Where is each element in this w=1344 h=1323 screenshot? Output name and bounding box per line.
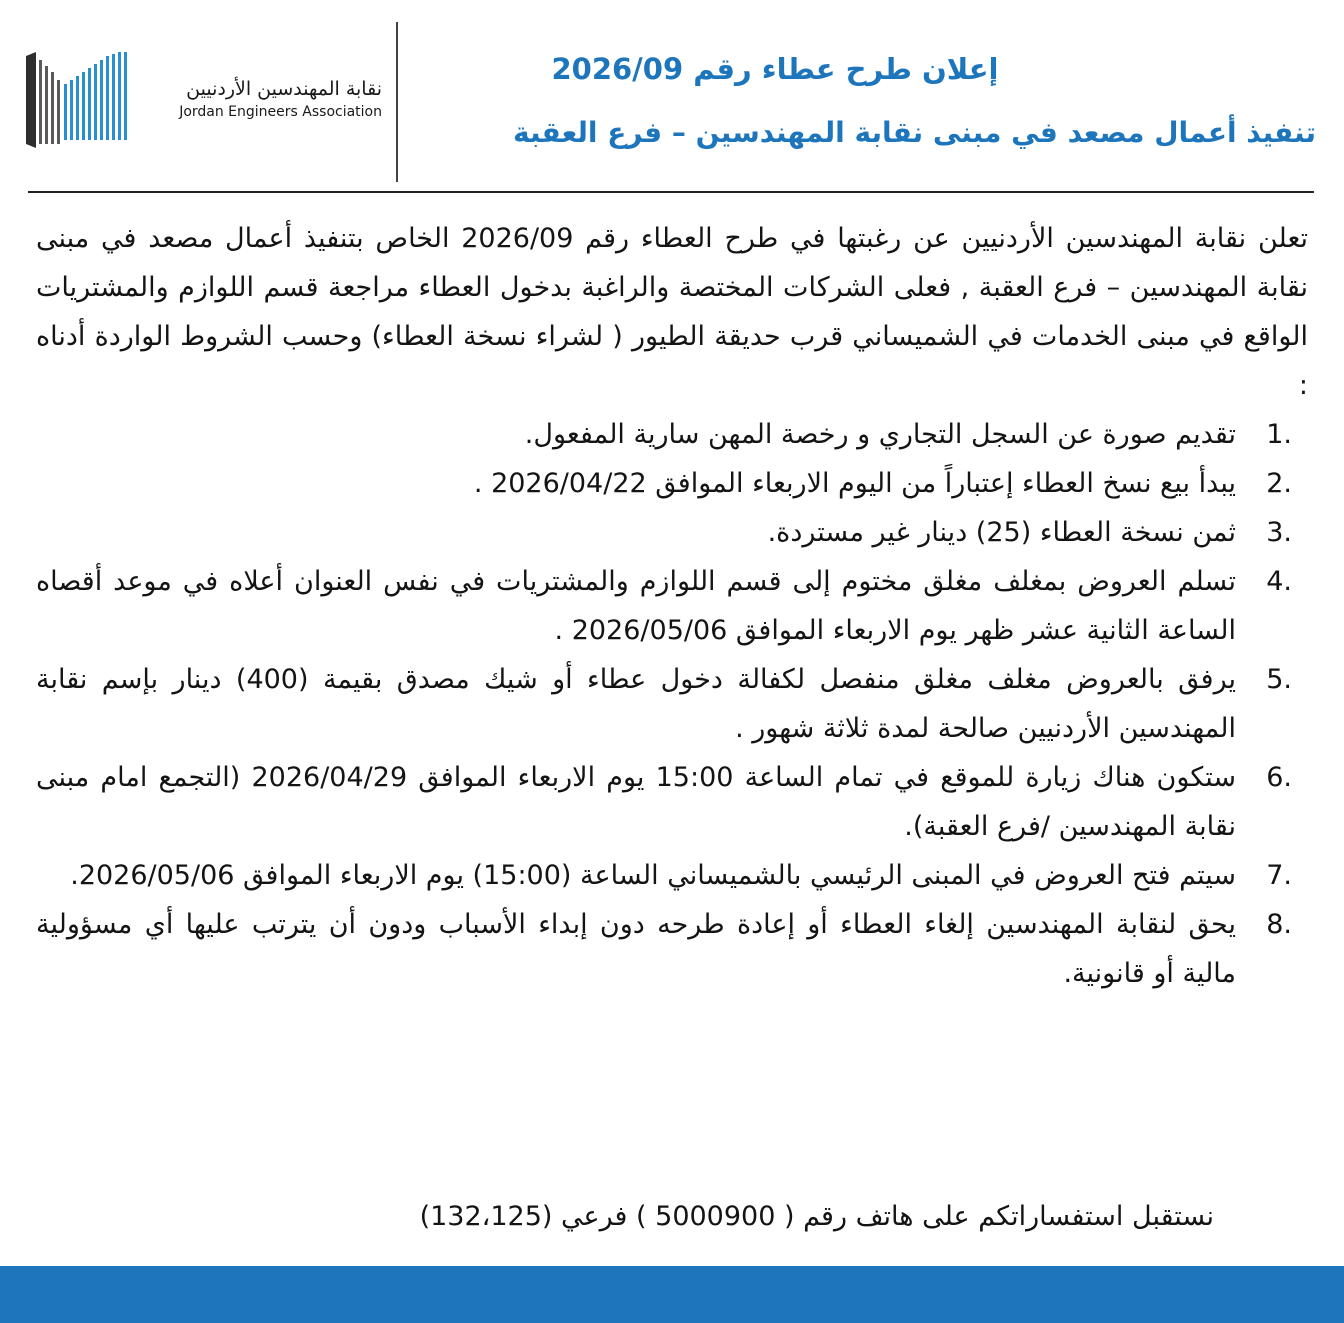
contact-note: نستقبل استفساراتكم على هاتف رقم ( 5000900 ) فرعي (132،125) — [419, 1201, 1214, 1232]
announcement-subtitle: تنفيذ أعمال مصعد في مبنى نقابة المهندسين – فرع العقبة — [513, 116, 1316, 149]
condition-text: ستكون هناك زيارة للموقع في تمام الساعة 15:00 يوم الاربعاء الموافق 2026/04/29 (التجمع امام مبنى نقابة المهندسين /فرع العقبة). — [36, 762, 1237, 842]
footer-bar — [0, 1266, 1344, 1323]
condition-number: 5. — [1266, 664, 1292, 695]
condition-number: 1. — [1266, 419, 1292, 450]
condition-number: 3. — [1266, 517, 1292, 548]
header-divider — [396, 22, 398, 182]
condition-text: سيتم فتح العروض في المبنى الرئيسي بالشميساني الساعة (15:00) يوم الاربعاء الموافق 2026/05/06. — [70, 860, 1236, 891]
condition-text: تسلم العروض بمغلف مغلق مختوم إلى قسم اللوازم والمشتريات في نفس العنوان أعلاه في موعد أقصاه الساعة الثانية عشر ظهر يوم الاربعاء الموافق 2026/05/06 . — [36, 566, 1236, 646]
condition-item — [36, 410, 1308, 459]
announcement-body — [36, 214, 1308, 998]
conditions-list — [36, 410, 1308, 998]
condition-item — [36, 655, 1308, 753]
condition-number: 2. — [1266, 468, 1292, 499]
condition-text: يحق لنقابة المهندسين إلغاء العطاء أو إعادة طرحه دون إبداء الأسباب ودون أن يترتب عليها أي مسؤولية مالية أو قانونية. — [36, 909, 1236, 989]
condition-item — [36, 753, 1308, 851]
condition-text: تقديم صورة عن السجل التجاري و رخصة المهن سارية المفعول. — [524, 419, 1236, 450]
jea-logo-icon — [26, 52, 132, 148]
association-name-english: Jordan Engineers Association — [179, 104, 382, 120]
association-name-arabic: نقابة المهندسين الأردنيين — [186, 78, 382, 100]
condition-number: 6. — [1266, 762, 1292, 793]
condition-item — [36, 459, 1308, 508]
condition-item — [36, 557, 1308, 655]
announcement-title: إعلان طرح عطاء رقم 2026/09 — [551, 52, 999, 86]
condition-number: 7. — [1266, 860, 1292, 891]
header-rule — [28, 191, 1314, 193]
condition-item — [36, 851, 1308, 900]
condition-number: 8. — [1266, 909, 1292, 940]
intro-paragraph: تعلن نقابة المهندسين الأردنيين عن رغبتها في طرح العطاء رقم 2026/09 الخاص بتنفيذ أعمال مصعد في مبنى نقابة المهندسين – فرع العقبة , فعلى الشركات المختصة والراغبة بدخول العطاء مراجعة قسم اللوازم والمشتريات الواقع في مبنى الخدمات في الشميساني قرب حديقة الطيور ( لشراء نسخة العطاء) وحسب الشروط الواردة أدناه : — [36, 223, 1308, 401]
condition-text: يبدأ بيع نسخ العطاء إعتباراً من اليوم الاربعاء الموافق 2026/04/22 . — [473, 468, 1236, 499]
condition-item — [36, 900, 1308, 998]
condition-item — [36, 508, 1308, 557]
header — [0, 0, 1344, 196]
condition-number: 4. — [1266, 566, 1292, 597]
condition-text: ثمن نسخة العطاء (25) دينار غير مستردة. — [767, 517, 1236, 548]
condition-text: يرفق بالعروض مغلف مغلق منفصل لكفالة دخول عطاء أو شيك مصدق بقيمة (400) دينار بإسم نقابة المهندسين الأردنيين صالحة لمدة ثلاثة شهور . — [36, 664, 1236, 744]
